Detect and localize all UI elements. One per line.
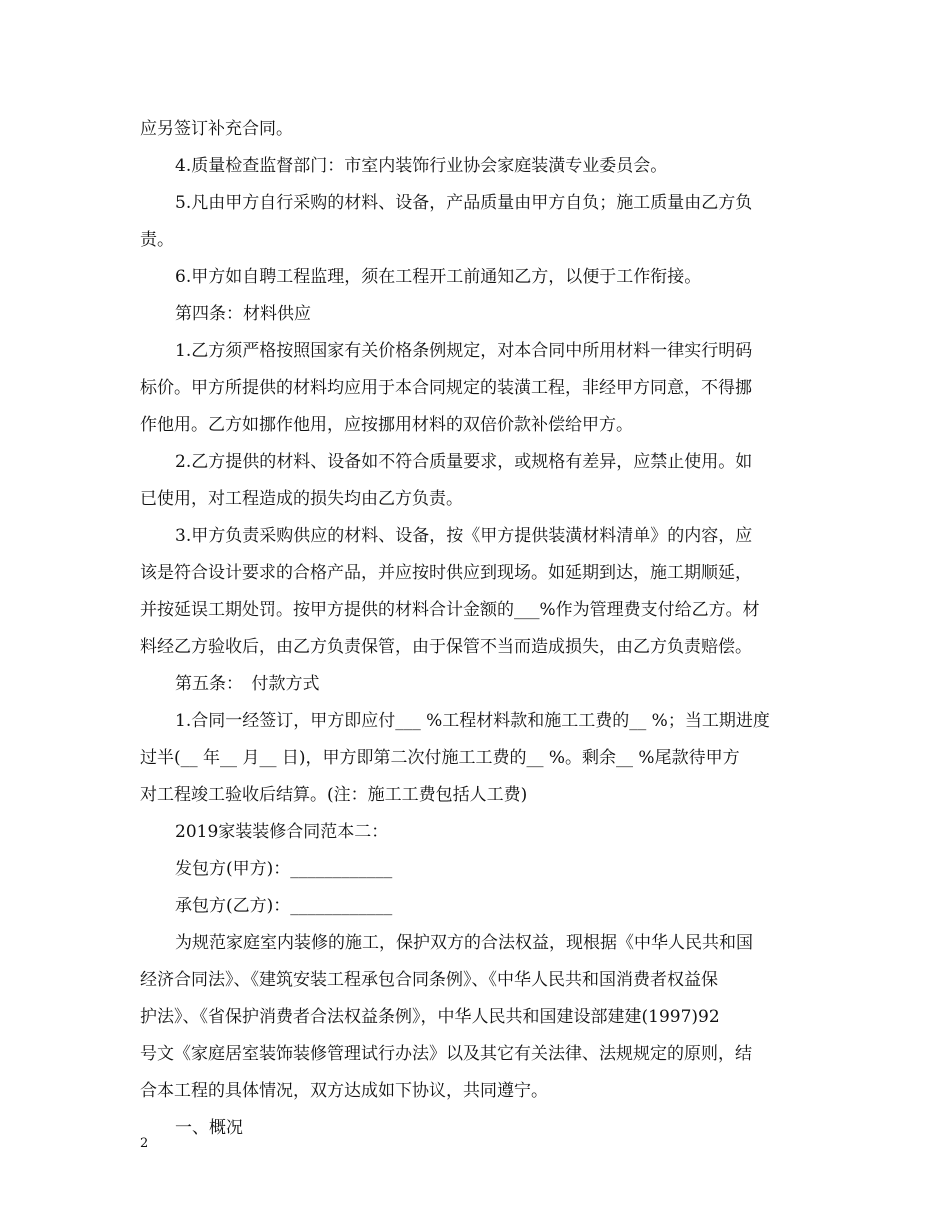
paragraph-line: 护法》、《省保护消费者合法权益条例》，中华人民共和国建设部建建(1997)92 [140, 1007, 720, 1027]
party-b-line: 承包方(乙方)：____________ [175, 896, 393, 916]
paragraph-line: 过半(__ 年__ 月__ 日)，甲方即第二次付施工工费的__ %。剩余__ %尾款待甲方 [140, 748, 740, 768]
paragraph-line: 4.质量检查监督部门：市室内装饰行业协会家庭装潢专业委员会。 [175, 156, 668, 176]
paragraph-line: 料经乙方验收后，由乙方负责保管，由于保管不当而造成损失，由乙方负责赔偿。 [140, 637, 752, 657]
paragraph-line: 6.甲方如自聘工程监理，须在工程开工前通知乙方，以便于工作衔接。 [175, 267, 702, 287]
page-number: 2 [140, 1136, 149, 1151]
paragraph-line: 作他用。乙方如挪作他用，应按挪用材料的双倍价款补偿给甲方。 [140, 415, 633, 435]
paragraph-line: 经济合同法》、《建筑安装工程承包合同条例》、《中华人民共和国消费者权益保 [140, 970, 718, 990]
paragraph-line: 应另签订补充合同。 [140, 119, 293, 139]
paragraph-line: 对工程竣工验收后结算。(注：施工工费包括人工费) [140, 785, 528, 805]
paragraph-line: 1.合同一经签订，甲方即应付___ %工程材料款和施工工费的__ %；当工期进度 [175, 711, 770, 731]
section-heading: 第五条： 付款方式 [175, 674, 320, 694]
paragraph-line: 2.乙方提供的材料、设备如不符合质量要求，或规格有差异，应禁止使用。如 [175, 452, 753, 472]
paragraph-line: 合本工程的具体情况，双方达成如下协议，共同遵宁。 [140, 1081, 548, 1101]
paragraph-line: 号文《家庭居室装饰装修管理试行办法》以及其它有关法律、法规规定的原则，结 [140, 1044, 752, 1064]
section-heading: 第四条：材料供应 [175, 304, 311, 324]
paragraph-line: 该是符合设计要求的合格产品，并应按时供应到现场。如延期到达，施工期顺延， [140, 563, 752, 583]
subtitle-line: 2019家装装修合同范本二： [175, 822, 389, 842]
section-heading: 一、概况 [175, 1118, 243, 1138]
paragraph-line: 1.乙方须严格按照国家有关价格条例规定，对本合同中所用材料一律实行明码 [175, 341, 753, 361]
paragraph-line: 3.甲方负责采购供应的材料、设备，按《甲方提供装潢材料清单》的内容，应 [175, 526, 753, 546]
party-a-line: 发包方(甲方)：____________ [175, 859, 393, 879]
paragraph-line: 5.凡由甲方自行采购的材料、设备，产品质量由甲方自负；施工质量由乙方负 [175, 193, 753, 213]
paragraph-line: 为规范家庭室内装修的施工，保护双方的合法权益，现根据《中华人民共和国 [175, 933, 753, 953]
paragraph-line: 责。 [140, 230, 174, 250]
paragraph-line: 已使用，对工程造成的损失均由乙方负责。 [140, 489, 463, 509]
paragraph-line: 并按延误工期处罚。按甲方提供的材料合计金额的___%作为管理费支付给乙方。材 [140, 600, 760, 620]
paragraph-line: 标价。甲方所提供的材料均应用于本合同规定的装潢工程，非经甲方同意，不得挪 [140, 378, 752, 398]
